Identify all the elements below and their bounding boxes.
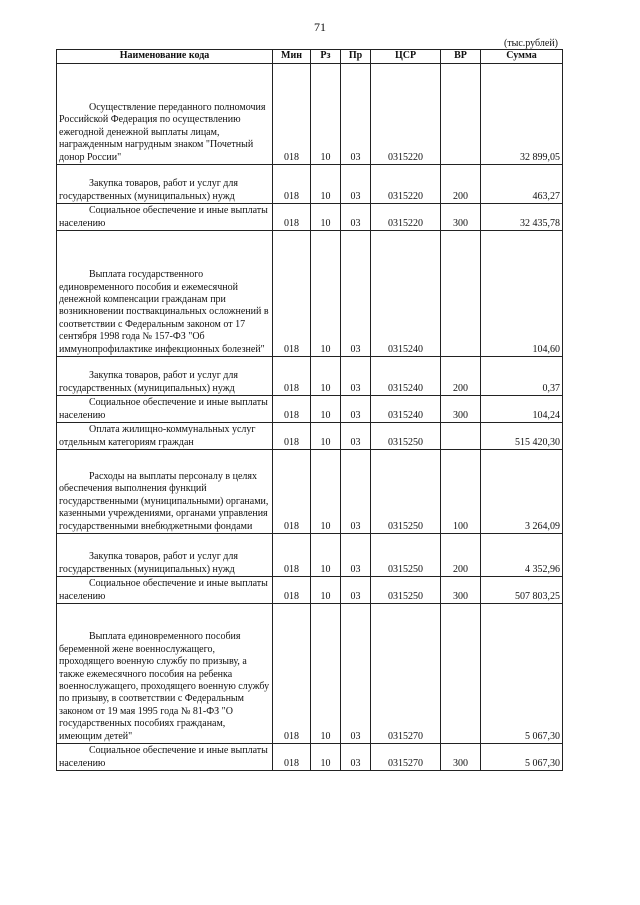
row-vr bbox=[441, 231, 481, 357]
row-vr bbox=[441, 423, 481, 450]
row-sum: 5 067,30 bbox=[481, 604, 563, 744]
row-vr: 200 bbox=[441, 534, 481, 577]
row-vr: 300 bbox=[441, 744, 481, 771]
row-rz: 10 bbox=[311, 231, 341, 357]
table-row bbox=[57, 604, 563, 744]
row-vr: 200 bbox=[441, 165, 481, 204]
row-vr: 200 bbox=[441, 357, 481, 396]
row-min: 018 bbox=[273, 744, 311, 771]
row-vr bbox=[441, 604, 481, 744]
table-row bbox=[57, 165, 563, 204]
row-rz: 10 bbox=[311, 396, 341, 423]
row-csr: 0315250 bbox=[371, 450, 441, 534]
table-row bbox=[57, 231, 563, 357]
col-header-pr: Пр bbox=[341, 50, 371, 64]
row-csr: 0315250 bbox=[371, 423, 441, 450]
row-vr: 100 bbox=[441, 450, 481, 534]
row-name: Осуществление переданного полномочия Российской Федерация по осуществлению ежегодной денежной выплаты лицам, награжденным нагрудным знаком "Почетный донор России" bbox=[59, 101, 266, 163]
row-min: 018 bbox=[273, 204, 311, 231]
row-min: 018 bbox=[273, 534, 311, 577]
row-csr: 0315250 bbox=[371, 577, 441, 604]
row-pr: 03 bbox=[341, 423, 371, 450]
row-sum: 104,60 bbox=[481, 231, 563, 357]
row-name: Социальное обеспечение и иные выплаты населению bbox=[59, 205, 268, 229]
row-name: Социальное обеспечение и иные выплаты населению bbox=[59, 578, 268, 602]
col-header-rz: Рз bbox=[311, 50, 341, 64]
col-header-min: Мин bbox=[273, 50, 311, 64]
row-pr: 03 bbox=[341, 204, 371, 231]
row-pr: 03 bbox=[341, 534, 371, 577]
table-row bbox=[57, 64, 563, 165]
row-vr bbox=[441, 64, 481, 165]
row-rz: 10 bbox=[311, 204, 341, 231]
row-sum: 4 352,96 bbox=[481, 534, 563, 577]
row-sum: 515 420,30 bbox=[481, 423, 563, 450]
table-row bbox=[57, 450, 563, 534]
table-row bbox=[57, 744, 563, 771]
row-name: Закупка товаров, работ и услуг для государственных (муниципальных) нужд bbox=[59, 370, 238, 394]
row-csr: 0315240 bbox=[371, 231, 441, 357]
row-sum: 32 899,05 bbox=[481, 64, 563, 165]
row-pr: 03 bbox=[341, 604, 371, 744]
row-pr: 03 bbox=[341, 450, 371, 534]
row-min: 018 bbox=[273, 577, 311, 604]
row-rz: 10 bbox=[311, 604, 341, 744]
table-row bbox=[57, 204, 563, 231]
row-min: 018 bbox=[273, 231, 311, 357]
row-rz: 10 bbox=[311, 64, 341, 165]
row-name: Социальное обеспечение и иные выплаты населению bbox=[59, 397, 268, 421]
row-min: 018 bbox=[273, 357, 311, 396]
row-name: Социальное обеспечение и иные выплаты населению bbox=[59, 745, 268, 769]
row-vr: 300 bbox=[441, 204, 481, 231]
table-row bbox=[57, 396, 563, 423]
row-pr: 03 bbox=[341, 577, 371, 604]
row-vr: 300 bbox=[441, 396, 481, 423]
table-row bbox=[57, 534, 563, 577]
row-sum: 0,37 bbox=[481, 357, 563, 396]
row-min: 018 bbox=[273, 64, 311, 165]
row-min: 018 bbox=[273, 396, 311, 423]
table-row bbox=[57, 357, 563, 396]
page-number: 71 bbox=[314, 20, 326, 34]
row-name: Закупка товаров, работ и услуг для государственных (муниципальных) нужд bbox=[59, 551, 238, 575]
units-label: (тыс.рублей) bbox=[503, 38, 558, 49]
row-name: Закупка товаров, работ и услуг для государственных (муниципальных) нужд bbox=[59, 178, 238, 202]
row-pr: 03 bbox=[341, 64, 371, 165]
row-pr: 03 bbox=[341, 744, 371, 771]
table-row bbox=[57, 423, 563, 450]
budget-table bbox=[56, 49, 563, 771]
row-sum: 104,24 bbox=[481, 396, 563, 423]
row-csr: 0315220 bbox=[371, 165, 441, 204]
row-csr: 0315240 bbox=[371, 357, 441, 396]
row-pr: 03 bbox=[341, 165, 371, 204]
row-vr: 300 bbox=[441, 577, 481, 604]
row-csr: 0315220 bbox=[371, 204, 441, 231]
row-name: Выплата государственного единовременного пособия и ежемесячной денежной компенсации гражданам при возникновении поствакцинальных осложнений в соответствии с Федеральным законом от 17 сентября 1998 года № 157-ФЗ "Об иммунопрофилактике инфекционных болезней" bbox=[59, 269, 269, 355]
row-csr: 0315220 bbox=[371, 64, 441, 165]
row-sum: 32 435,78 bbox=[481, 204, 563, 231]
row-min: 018 bbox=[273, 604, 311, 744]
row-pr: 03 bbox=[341, 231, 371, 357]
col-header-name: Наименование кода bbox=[57, 50, 273, 64]
row-csr: 0315240 bbox=[371, 396, 441, 423]
row-rz: 10 bbox=[311, 744, 341, 771]
row-rz: 10 bbox=[311, 357, 341, 396]
row-csr: 0315270 bbox=[371, 744, 441, 771]
col-header-vr: ВР bbox=[441, 50, 481, 64]
row-pr: 03 bbox=[341, 357, 371, 396]
row-name: Выплата единовременного пособия беременной жене военнослужащего, проходящего военную службу по призыву, а также ежемесячного пособия на ребенка военнослужащего, проходящего военную службу по призыву, в соответствии с Федеральным законом от 19 мая 1995 года № 81-ФЗ "О государственных пособиях гражданам, имеющим детей" bbox=[59, 631, 270, 742]
table-header-row bbox=[57, 50, 563, 64]
row-sum: 463,27 bbox=[481, 165, 563, 204]
row-rz: 10 bbox=[311, 165, 341, 204]
row-csr: 0315270 bbox=[371, 604, 441, 744]
row-rz: 10 bbox=[311, 423, 341, 450]
row-csr: 0315250 bbox=[371, 534, 441, 577]
row-pr: 03 bbox=[341, 396, 371, 423]
row-min: 018 bbox=[273, 450, 311, 534]
row-sum: 5 067,30 bbox=[481, 744, 563, 771]
table-row bbox=[57, 577, 563, 604]
row-sum: 3 264,09 bbox=[481, 450, 563, 534]
row-rz: 10 bbox=[311, 577, 341, 604]
row-min: 018 bbox=[273, 165, 311, 204]
col-header-csr: ЦСР bbox=[371, 50, 441, 64]
row-rz: 10 bbox=[311, 534, 341, 577]
row-name: Оплата жилищно-коммунальных услуг отдельным категориям граждан bbox=[59, 424, 256, 448]
row-sum: 507 803,25 bbox=[481, 577, 563, 604]
col-header-sum: Сумма bbox=[481, 50, 563, 64]
row-min: 018 bbox=[273, 423, 311, 450]
row-rz: 10 bbox=[311, 450, 341, 534]
row-name: Расходы на выплаты персоналу в целях обеспечения выполнения функций государственными (муниципальными) органами, казенными учреждениями, органами управления государственными внебюджетными фондами bbox=[59, 470, 269, 532]
